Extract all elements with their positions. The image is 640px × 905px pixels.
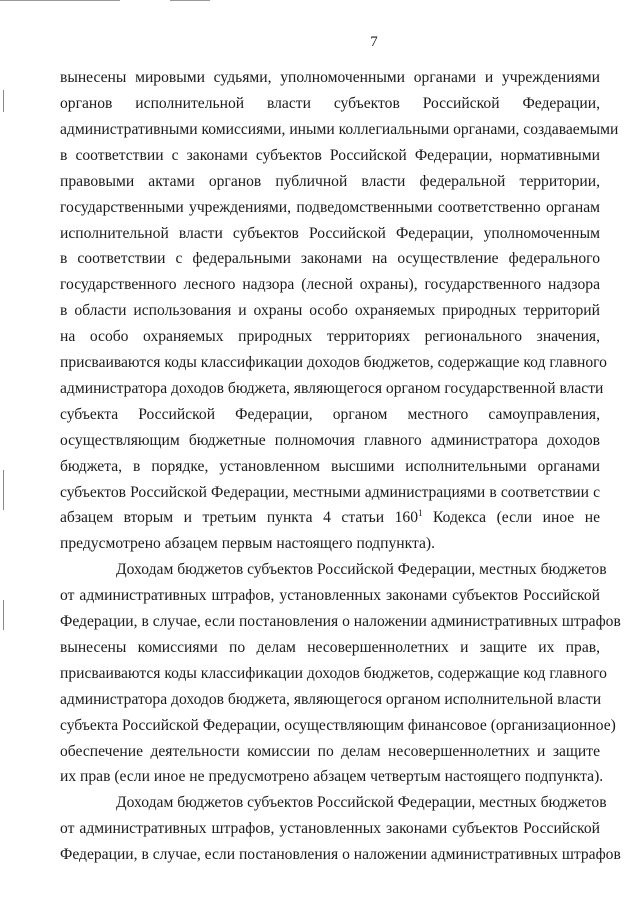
text-line: в соответствии с законами субъектов Российской Федерации, нормативными [60,147,600,164]
text-line: администратора доходов бюджета, являющегося органом государственной власти [60,380,604,397]
text-line: Федерации, в случае, если постановления о наложении административных штрафов [60,846,621,863]
scan-edge-mark [3,90,4,112]
paragraph-first-line: Доходам бюджетов субъектов Российской Федерации, местных бюджетов [116,794,607,811]
text-line: их прав (если иное не предусмотрено абзацем четвертым настоящего подпункта). [60,768,604,785]
text-line: органов исполнительной власти субъектов Российской Федерации, [60,95,600,112]
text-line: субъекта Российской Федерации, органом местного самоуправления, [60,406,600,423]
text-line: от административных штрафов, установленных законами субъектов Российской [60,820,600,837]
text-line: правовыми актами органов публичной власти федеральной территории, [60,173,600,190]
text-line: на особо охраняемых природных территориях регионального значения, [60,328,600,345]
text-line: в соответствии с федеральными законами на осуществление федерального [60,250,600,267]
text-line: субъектов Российской Федерации, местными администрациями в соответствии с [60,484,600,501]
superscript: 1 [418,508,423,518]
text-line: присваиваются коды классификации доходов бюджетов, содержащие код главного [60,354,607,371]
text-line: обеспечение деятельности комиссии по делам несовершеннолетних и защите [60,743,600,760]
text-line: осуществляющим бюджетные полномочия главного администратора доходов [60,432,600,449]
text-line: бюджета, в порядке, установленном высшими исполнительными органами [60,458,600,475]
scan-edge-mark [170,0,210,1]
text-line: государственного лесного надзора (лесной охраны), государственного надзора [60,276,600,293]
text-line: Федерации, в случае, если постановления о наложении административных штрафов [60,613,621,630]
scan-edge-mark [3,600,4,630]
text-line: администратора доходов бюджета, являющегося органом исполнительной власти [60,691,602,708]
text-line: исполнительной власти субъектов Российской Федерации, уполномоченным [60,225,600,242]
scan-edge-mark [0,0,120,1]
text-line: в области использования и охраны особо охраняемых природных территорий [60,302,600,319]
paragraph-first-line: Доходам бюджетов субъектов Российской Федерации, местных бюджетов [116,561,607,578]
page-number: 7 [370,34,378,50]
text-line: административными комиссиями, иными коллегиальными органами, создаваемыми [60,121,619,138]
text-line: от административных штрафов, установленных законами субъектов Российской [60,587,600,604]
text-fragment: Кодекса (если иное не [422,509,600,526]
text-line: предусмотрено абзацем первым настоящего подпункта). [60,535,435,552]
text-line [60,509,600,527]
scan-edge-mark [3,470,4,510]
text-line: вынесены мировыми судьями, уполномоченными органами и учреждениями [60,69,600,86]
text-line: присваиваются коды классификации доходов бюджетов, содержащие код главного [60,665,607,682]
text-line: вынесены комиссиями по делам несовершеннолетних и защите их прав, [60,639,600,656]
text-line: субъекта Российской Федерации, осуществляющим финансовое (организационное) [60,717,616,734]
text-line: государственными учреждениями, подведомственными соответственно органам [60,199,600,216]
text-fragment: абзацем вторым и третьим пункта 4 статьи 160 [60,509,419,526]
